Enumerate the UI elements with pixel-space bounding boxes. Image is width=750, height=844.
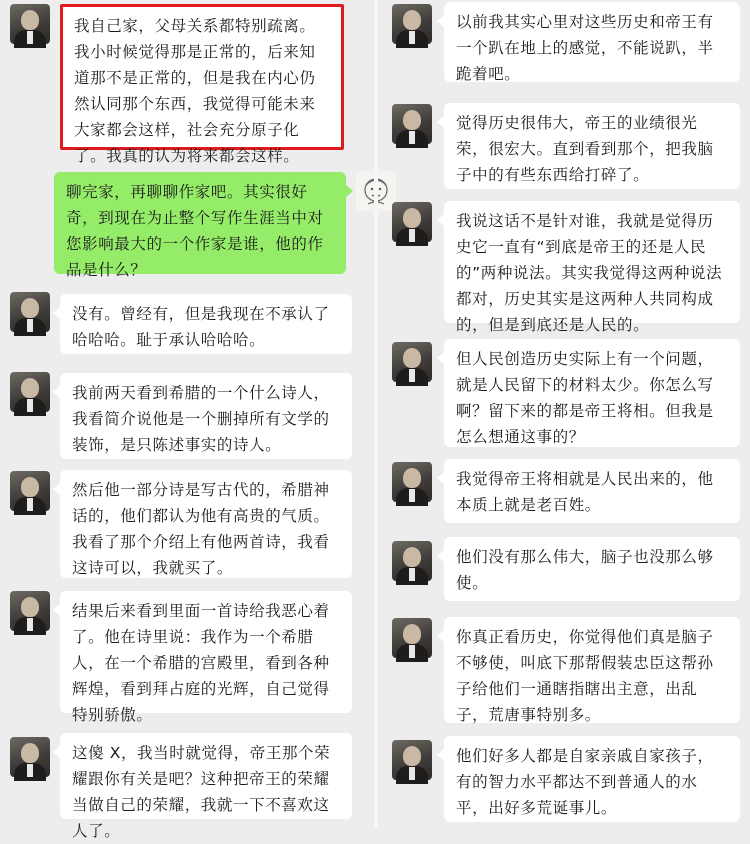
message-bubble[interactable]: 他们没有那么伟大，脑子也没那么够使。 <box>444 537 740 601</box>
message-bubble[interactable]: 他们好多人都是自家亲戚自家孩子，有的智力水平都达不到普通人的水平，出好多荒诞事儿。 <box>444 736 740 822</box>
message-bubble[interactable]: 以前我其实心里对这些历史和帝王有一个趴在地上的感觉，不能说趴，半跪着吧。 <box>444 2 740 82</box>
contact-avatar[interactable] <box>392 202 432 242</box>
contact-avatar[interactable] <box>10 4 50 44</box>
left-chat-panel <box>0 0 372 840</box>
message-bubble[interactable]: 然后他一部分诗是写古代的，希腊神话的，他们都认为他有高贵的气质。我看了那个介绍上有他两首诗，我看这诗可以，我就买了。 <box>60 470 352 578</box>
message-bubble[interactable]: 我觉得帝王将相就是人民出来的，他本质上就是老百姓。 <box>444 459 740 523</box>
contact-avatar[interactable] <box>392 541 432 581</box>
message-bubble[interactable]: 觉得历史很伟大，帝王的业绩很光荣，很宏大。直到看到那个，把我脑子中的有些东西给打碎了。 <box>444 103 740 189</box>
message-bubble[interactable]: 我自己家，父母关系都特别疏离。我小时候觉得那是正常的，后来知道那不是正常的，但是我在内心仍然认同那个东西，我觉得可能未来大家都会这样，社会充分原子化了。我真的认为将来都会这样。 <box>60 4 344 150</box>
message-bubble[interactable]: 你真正看历史，你觉得他们真是脑子不够使，叫底下那帮假装忠臣这帮孙子给他们一通瞎指瞎出主意，出乱子，荒唐事特别多。 <box>444 617 740 723</box>
message-bubble-outgoing[interactable]: 聊完家，再聊聊作家吧。其实很好奇，到现在为止整个写作生涯当中对您影响最大的一个作家是谁，他的作品是什么？ <box>54 172 346 274</box>
message-bubble[interactable]: 但人民创造历史实际上有一个问题，就是人民留下的材料太少。你怎么写啊？留下来的都是帝王将相。但我是怎么想通这事的？ <box>444 339 740 447</box>
contact-avatar[interactable] <box>10 591 50 631</box>
contact-avatar[interactable] <box>10 372 50 412</box>
message-bubble[interactable]: 这傻 X，我当时就觉得，帝王那个荣耀跟你有关是吧？这种把帝王的荣耀当做自己的荣耀，我就一下不喜欢这人了。 <box>60 733 352 819</box>
contact-avatar[interactable] <box>392 462 432 502</box>
right-chat-panel <box>378 0 750 829</box>
message-bubble[interactable]: 我前两天看到希腊的一个什么诗人，我看简介说他是一个删掉所有文学的装饰，是只陈述事实的诗人。 <box>60 373 352 459</box>
message-bubble[interactable]: 我说这话不是针对谁，我就是觉得历史它一直有“到底是帝王的还是人民的”两种说法。其实我觉得这两种说法都对，历史其实是这两种人共同构成的，但是到底还是人民的。 <box>444 201 740 323</box>
contact-avatar[interactable] <box>392 618 432 658</box>
message-bubble[interactable]: 没有。曾经有，但是我现在不承认了哈哈哈。耻于承认哈哈哈。 <box>60 294 352 354</box>
message-bubble[interactable]: 结果后来看到里面一首诗给我恶心着了。他在诗里说：我作为一个希腊人，在一个希腊的宫殿里，看到各种辉煌，看到拜占庭的光辉，自己觉得特别骄傲。 <box>60 591 352 713</box>
contact-avatar[interactable] <box>10 471 50 511</box>
contact-avatar[interactable] <box>392 342 432 382</box>
contact-avatar[interactable] <box>392 740 432 780</box>
contact-avatar[interactable] <box>392 104 432 144</box>
contact-avatar[interactable] <box>10 292 50 332</box>
contact-avatar[interactable] <box>10 737 50 777</box>
contact-avatar[interactable] <box>392 4 432 44</box>
